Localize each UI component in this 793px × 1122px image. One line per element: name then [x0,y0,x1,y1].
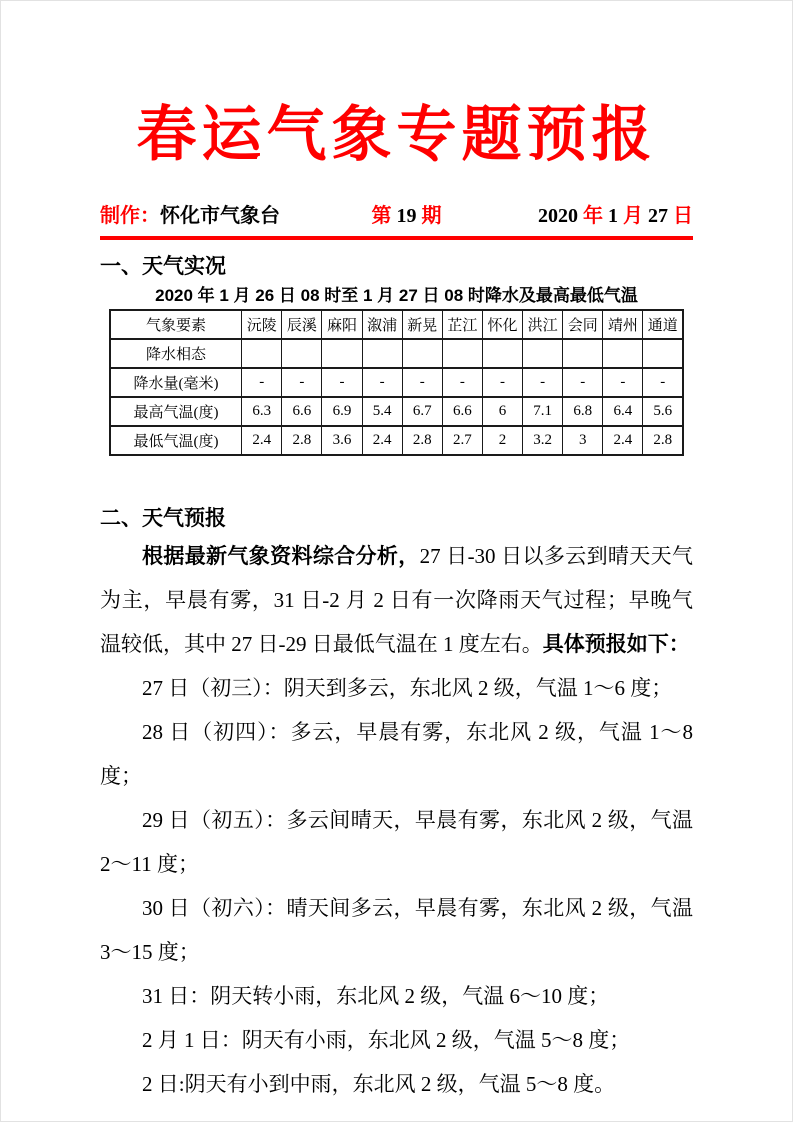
byline-date [533,201,693,231]
producer-label: 制作： [100,205,160,227]
forecast-body [100,534,693,1106]
red-divider-rule [100,236,693,240]
forecast-line: 29 日（初五）：多云间晴天，早晨有雾，东北风 2 级，气温 2～11 度； [100,808,693,876]
forecast-line: 30 日（初六）：晴天间多云，早晨有雾，东北风 2 级，气温 3～15 度； [100,896,693,964]
table-cell: - [563,368,603,397]
row-label: 最低气温(度) [110,426,242,455]
section2-heading: 二、天气预报 [100,507,226,530]
table-cell: 6.6 [442,397,482,426]
table-cell: 2.4 [242,426,282,455]
table-cell: 2.8 [402,426,442,455]
table-cell: 6 [482,397,522,426]
table-cell [402,339,442,368]
table-cell [523,339,563,368]
byline [100,201,693,231]
date-year-unit: 年 [583,205,603,227]
table-row [110,426,683,455]
row-label: 最高气温(度) [110,397,242,426]
table-cell [322,339,362,368]
table-row [110,368,683,397]
table-cell: 2.8 [282,426,322,455]
station-header: 麻阳 [322,310,362,339]
table-cell: 6.9 [322,397,362,426]
date-month-unit: 月 [623,205,643,227]
table-cell: - [603,368,643,397]
table-cell: - [442,368,482,397]
table-cell: 2.4 [362,426,402,455]
station-header: 通道 [643,310,683,339]
table-cell: 3.2 [523,426,563,455]
table-cell [643,339,683,368]
station-header: 辰溪 [282,310,322,339]
station-header: 靖州 [603,310,643,339]
forecast-line: 28 日（初四）：多云，早晨有雾，东北风 2 级，气温 1～8 度； [100,720,693,788]
intro-bold-lead: 根据最新气象资料综合分析， [142,544,420,568]
date-day: 27 [648,205,668,227]
table-cell: 5.4 [362,397,402,426]
weather-table [109,309,684,456]
table-cell [442,339,482,368]
table-cell: 6.4 [603,397,643,426]
table-cell: 3.6 [322,426,362,455]
table-cell: 3 [563,426,603,455]
table-cell [482,339,522,368]
table-cell: 2.4 [603,426,643,455]
table-cell: - [402,368,442,397]
forecast-intro-paragraph [100,534,693,666]
row-label: 降水量(毫米) [110,368,242,397]
forecast-line: 2 日:阴天有小到中雨，东北风 2 级，气温 5～8 度。 [142,1072,616,1096]
station-header: 会同 [563,310,603,339]
table-cell: - [643,368,683,397]
table-cell: - [322,368,362,397]
station-header: 洪江 [523,310,563,339]
forecast-line: 31 日：阴天转小雨，东北风 2 级，气温 6～10 度； [142,984,610,1008]
row-label: 降水相态 [110,339,242,368]
station-header: 沅陵 [242,310,282,339]
forecast-line: 27 日（初三）：阴天到多云，东北风 2 级，气温 1～6 度； [142,676,673,700]
byline-issue [372,201,442,231]
table-cell: - [282,368,322,397]
table-cell: 6.7 [402,397,442,426]
section1-heading: 一、天气实况 [100,255,226,278]
document-title: 春运气象专题预报 [136,102,657,168]
byline-producer [100,201,280,231]
table-cell [603,339,643,368]
table-cell [242,339,282,368]
date-year: 2020 [538,205,578,227]
table-cell: 2.8 [643,426,683,455]
table-cell: - [482,368,522,397]
date-day-unit: 日 [673,205,693,227]
table-cell: 6.6 [282,397,322,426]
forecast-line: 2 月 1 日：阴天有小雨，东北风 2 级，气温 5～8 度； [142,1028,631,1052]
table-cell: 7.1 [523,397,563,426]
table-row [110,397,683,426]
date-month: 1 [608,205,618,227]
table-cell: 2.7 [442,426,482,455]
table-corner-header: 气象要素 [110,310,242,339]
table-cell: 6.3 [242,397,282,426]
table-cell [563,339,603,368]
issue-number: 19 [396,205,417,227]
intro-bold-tail: 具体预报如下： [542,632,690,656]
issue-suffix: 期 [421,205,442,227]
table-cell: 5.6 [643,397,683,426]
table-cell: 2 [482,426,522,455]
station-header: 新晃 [402,310,442,339]
table-cell [362,339,402,368]
station-header: 芷江 [442,310,482,339]
table-cell: - [362,368,402,397]
table-header-row [110,310,683,339]
table-cell: - [523,368,563,397]
producer-value: 怀化市气象台 [160,205,280,227]
station-header: 怀化 [482,310,522,339]
station-header: 溆浦 [362,310,402,339]
table-cell: 6.8 [563,397,603,426]
issue-prefix: 第 [371,205,392,227]
table-row [110,339,683,368]
intro-body-text: 27 日-30 日以多云到晴天天气为主，早晨有雾，31 日-2 月 2 日有一次降雨天气过程；早晚气温较低，其中 27 日-29 日最低气温在 1 度左右。 [100,544,693,656]
weather-table-title: 2020 年 1 月 26 日 08 时至 1 月 27 日 08 时降水及最高最低气温 [155,286,638,305]
table-cell: - [242,368,282,397]
table-cell [282,339,322,368]
